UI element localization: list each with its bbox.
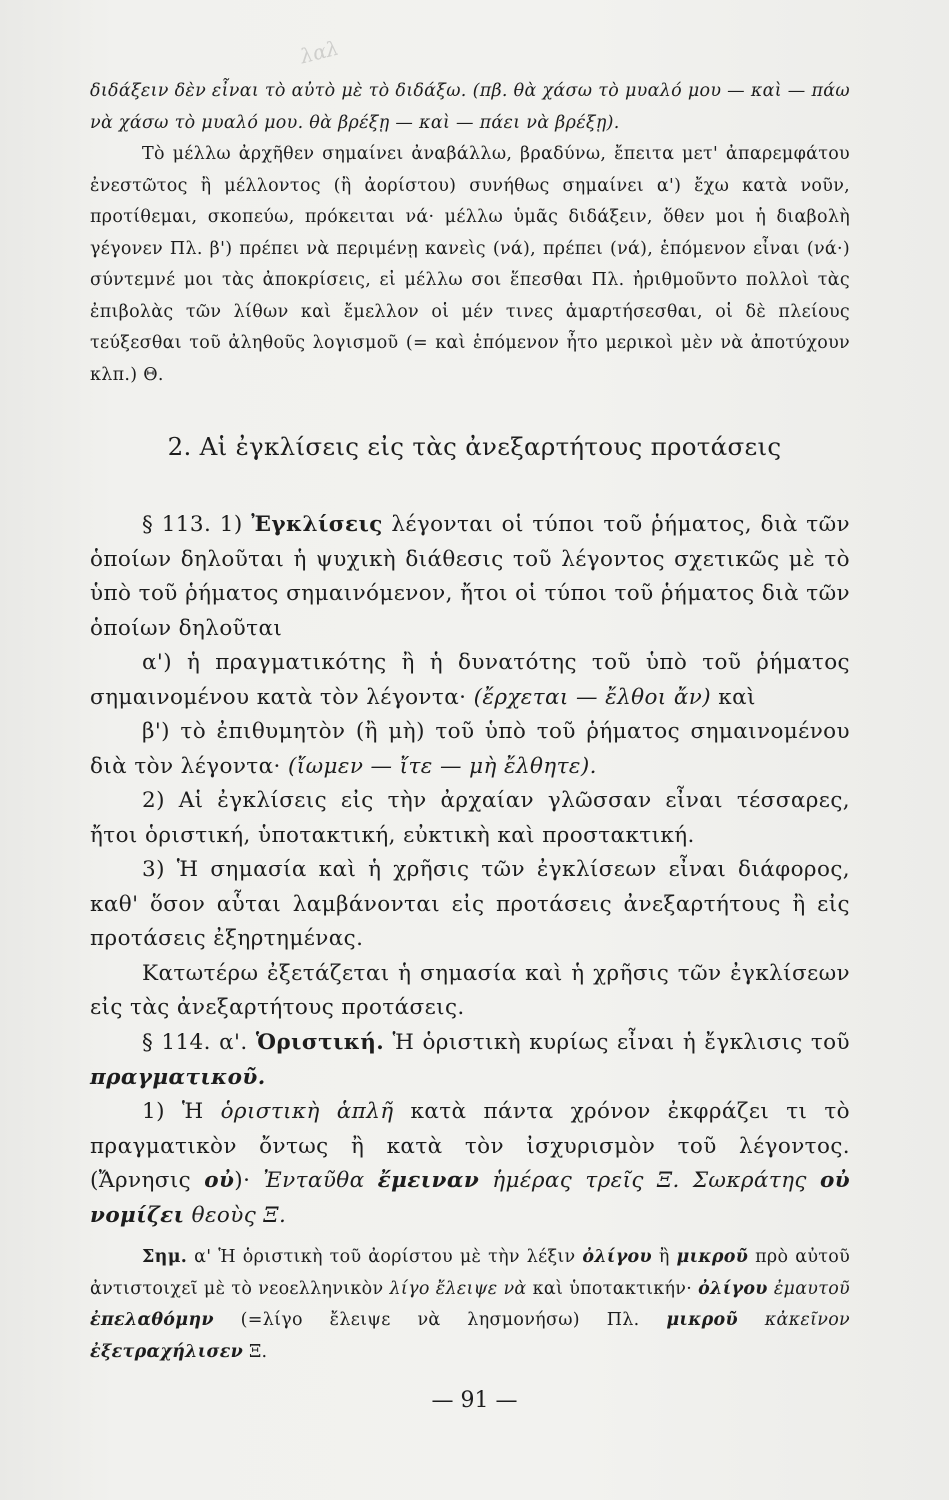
text-run: ἢ	[651, 1247, 677, 1267]
text-run: (=λίγο ἔλειψε νὰ λησμονήσω) Πλ.	[213, 1310, 667, 1330]
paragraph-113-2: 2) Αἱ ἐγκλίσεις εἰς τὴν ἀρχαίαν γλῶσσαν εἶναι τέσσαρες, ἤτοι ὁριστική, ὑποτακτική, εὐκτικὴ καὶ προστακτική.	[90, 788, 850, 848]
text-run: κατὰ πάντα χρόνον ἐκφράζει τι τὸ πραγματικὸν ὄντως ἢ κατὰ τὸν ἰσχυρισμὸν τοῦ λέγοντος. (Ἄρνησις	[90, 1099, 850, 1193]
text-run-bold: μικροῦ	[676, 1247, 749, 1267]
paragraph-113-b	[90, 715, 850, 784]
section-heading: 2. Αἱ ἐγκλίσεις εἰς τὰς ἀνεξαρτήτους προτάσεις	[167, 432, 782, 461]
section-113	[90, 508, 850, 1026]
top-paragraph	[90, 76, 850, 391]
footnote	[90, 1242, 850, 1368]
item-a-end: καὶ	[711, 684, 756, 710]
text-run-bold: ἐπελαθόμην	[90, 1310, 214, 1330]
item-a-text: α') ἡ πραγματικότης ἢ ἡ δυνατότης τοῦ ὑπὸ τοῦ ῥήματος σημαινομένου κατὰ τὸν λέγοντα·	[90, 650, 850, 710]
paragraph-113-1	[90, 508, 850, 646]
section-114	[90, 1026, 850, 1233]
text-run-italic: ἡμέρας τρεῖς Ξ. Σωκράτης	[479, 1168, 820, 1193]
paragraph-113-4: Κατωτέρω ἐξετάζεται ἡ σημασία καὶ ἡ χρῆσις τῶν ἐγκλίσεων εἰς τὰς ἀνεξαρτήτους προτάσεις.	[90, 960, 850, 1020]
paragraph-114-intro	[90, 1026, 850, 1095]
text-run-italic: λίγο ἔλειψε νὰ	[389, 1278, 527, 1299]
term-egkliseis: Ἐγκλίσεις	[251, 512, 383, 537]
text-run: πρὸ αὐτοῦ ἀντιστοιχεῖ μὲ τὸ νεοελληνικὸν	[90, 1247, 851, 1299]
text-run: καὶ ὑποτακτικήν·	[526, 1278, 699, 1299]
text-run-bold: οὐ	[204, 1168, 235, 1193]
text-run-bold: ἔμειναν	[377, 1168, 480, 1193]
term-pragmatikou: πραγματικοῦ.	[90, 1064, 266, 1090]
text-run-italic: ὁριστικὴ ἁπλῆ	[220, 1099, 394, 1124]
term-oristiki: Ὁριστική.	[255, 1030, 385, 1055]
intro-text: Ἡ ὁριστικὴ κυρίως εἶναι ἡ ἔγκλισις τοῦ	[384, 1030, 850, 1055]
paragraph-mello: Τὸ μέλλω ἀρχῆθεν σημαίνει ἀναβάλλω, βραδύνω, ἔπειτα μετ' ἀπαρεμφάτου ἐνεστῶτος ἢ μέλλοντος (ἢ ἀορίστου) συνήθως σημαίνει α') ἔχω κατὰ νοῦν, προτίθεμαι, σκοπεύω, πρόκειται νά· μέλλω ὑμᾶς διδάξειν, ὅθεν μοι ἡ διαβολὴ γέγονεν Πλ. β') πρέπει νὰ περιμένῃ κανεὶς (νά), πρέπει (νά), ἑπόμενον εἶναι (νά·) σύντεμνέ μοι τὰς ἀποκρίσεις, εἰ μέλλω σοι ἕπεσθαι Πλ. ἠριθμοῦντο πολλοὶ τὰς ἐπιβολὰς τῶν λίθων καὶ ἔμελλον οἱ μέν τινες ἁμαρτήσεσθαι, οἱ δὲ πλείους τεύξεσθαι τοῦ ἀληθοῦς λογισμοῦ (= καὶ ἑπόμενον ἦτο μερικοὶ μὲν νὰ ἀποτύχουν κλπ.) Θ.	[90, 144, 850, 385]
paragraph-114-1	[90, 1095, 850, 1233]
text-run-bold: μικροῦ	[666, 1310, 738, 1330]
text-run-bold: ὀλίγου	[582, 1247, 652, 1267]
text-run-italic: ἐμαυτοῦ	[767, 1278, 850, 1299]
text-run-italic: Ἐνταῦθα	[263, 1168, 378, 1193]
section-mark: § 113. 1)	[142, 512, 252, 537]
text-run-bold: ὀλίγου	[698, 1278, 768, 1299]
text-run-italic: θεοὺς Ξ.	[184, 1202, 287, 1228]
note-label: Σημ.	[142, 1247, 188, 1267]
text-run-italic: κἀκεῖνον	[737, 1310, 850, 1330]
footnote-text	[90, 1242, 850, 1368]
text-run: 1) Ἡ	[142, 1099, 221, 1124]
text-run: α' Ἡ ὁριστικὴ τοῦ ἀορίστου μὲ τὴν λέξιν	[187, 1247, 583, 1267]
text-run: )·	[234, 1168, 264, 1193]
text-run-bold: ἐξετραχήλισεν	[90, 1341, 244, 1362]
section-mark: § 114. α'.	[142, 1030, 256, 1055]
text-run-bold: οὐ νομίζει	[90, 1168, 851, 1228]
paragraph-113-a	[90, 646, 850, 715]
paragraph-continuation: διδάξειν δὲν εἶναι τὸ αὐτὸ μὲ τὸ διδάξω. (πβ. θὰ χάσω τὸ μυαλό μου — καὶ — πάω νὰ χάσω τὸ μυαλό μου. θὰ βρέξῃ — καὶ — πάει νὰ βρέξῃ).	[90, 81, 850, 133]
definition-text: λέγονται οἱ τύποι τοῦ ῥήματος, διὰ τῶν ὁποίων δηλοῦται ἡ ψυχικὴ διάθεσις τοῦ λέγοντος σχετικῶς μὲ τὸ ὑπὸ τοῦ ῥήματος σημαινόμενον, ἤτοι οἱ τύποι τοῦ ῥήματος διὰ τῶν ὁποίων δηλοῦται	[90, 512, 850, 641]
item-b-text: β') τὸ ἐπιθυμητὸν (ἢ μὴ) τοῦ ὑπὸ τοῦ ῥήματος σημαινομένου διὰ τὸν λέγοντα·	[90, 719, 850, 779]
item-a-example: (ἔρχεται — ἔλθοι ἄν)	[473, 684, 712, 710]
faded-stamp: λαλ	[297, 35, 342, 69]
item-b-example: (ἴωμεν — ἴτε — μὴ ἔλθητε).	[287, 753, 597, 779]
paragraph-113-3: 3) Ἡ σημασία καὶ ἡ χρῆσις τῶν ἐγκλίσεων εἶναι διάφορος, καθ' ὅσον αὗται λαμβάνονται εἰς προτάσεις ἀνεξαρτήτους ἢ εἰς προτάσεις ἐξηρτημένας.	[90, 857, 850, 951]
page-number: — 91 —	[431, 1388, 518, 1413]
text-run: Ξ.	[243, 1341, 268, 1362]
